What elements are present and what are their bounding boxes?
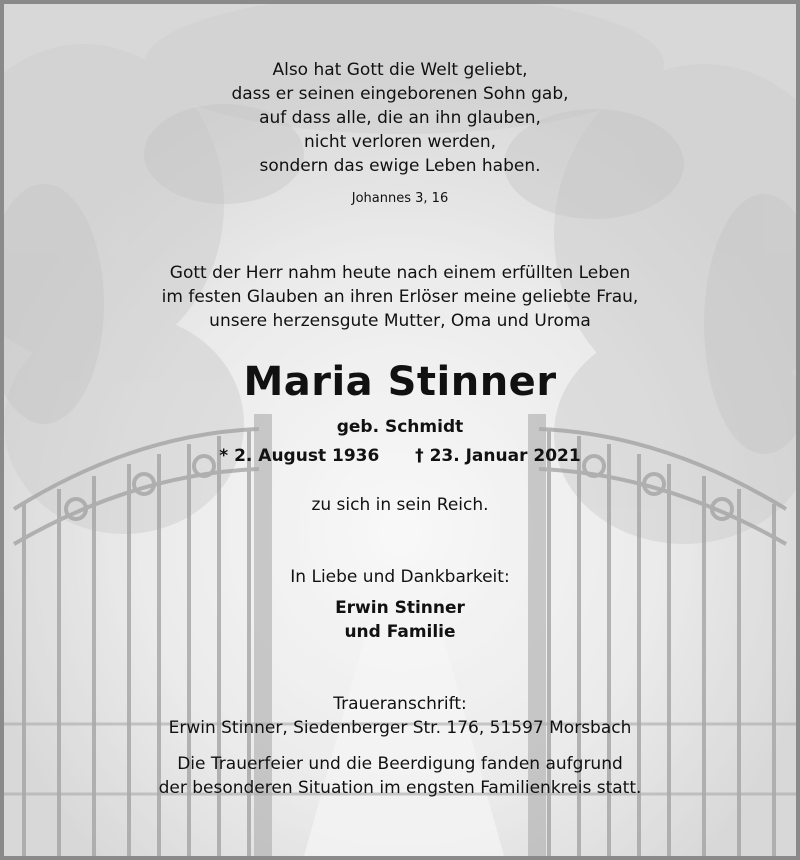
notice-line: der besonderen Situation im engsten Familienkreis statt.	[158, 778, 642, 798]
mourner-family: und Familie	[344, 622, 456, 642]
verse-line: auf dass alle, die an ihn glauben,	[259, 108, 541, 128]
maiden-name: geb. Schmidt	[336, 417, 464, 437]
announcement-line: im festen Glauben an ihren Erlöser meine geliebte Frau,	[161, 287, 639, 307]
verse-line: dass er seinen eingeborenen Sohn gab,	[231, 84, 569, 104]
mourners-intro: In Liebe und Dankbarkeit:	[290, 567, 510, 587]
verse-line: sondern das ewige Leben haben.	[259, 156, 541, 176]
bible-verse	[4, 58, 796, 178]
announcement	[4, 261, 796, 333]
verse-line: nicht verloren werden,	[303, 132, 497, 152]
address-label: Traueranschrift:	[333, 694, 467, 714]
announcement-line: Gott der Herr nahm heute nach einem erfüllten Leben	[169, 263, 631, 283]
birth-date: * 2. August 1936	[219, 446, 380, 466]
obituary-text	[4, 4, 796, 856]
address-value: Erwin Stinner, Siedenberger Str. 176, 51597 Morsbach	[168, 718, 632, 738]
closing-phrase: zu sich in sein Reich.	[311, 495, 489, 515]
announcement-line: unsere herzensgute Mutter, Oma und Uroma	[209, 311, 591, 331]
mourner-name: Erwin Stinner	[335, 598, 465, 618]
verse-reference: Johannes 3, 16	[351, 191, 449, 206]
deceased-name: Maria Stinner	[243, 359, 557, 405]
death-date: † 23. Januar 2021	[415, 446, 581, 466]
life-dates	[4, 446, 796, 466]
notice-line: Die Trauerfeier und die Beerdigung fanden aufgrund	[177, 754, 623, 774]
verse-line: Also hat Gott die Welt geliebt,	[272, 60, 528, 80]
